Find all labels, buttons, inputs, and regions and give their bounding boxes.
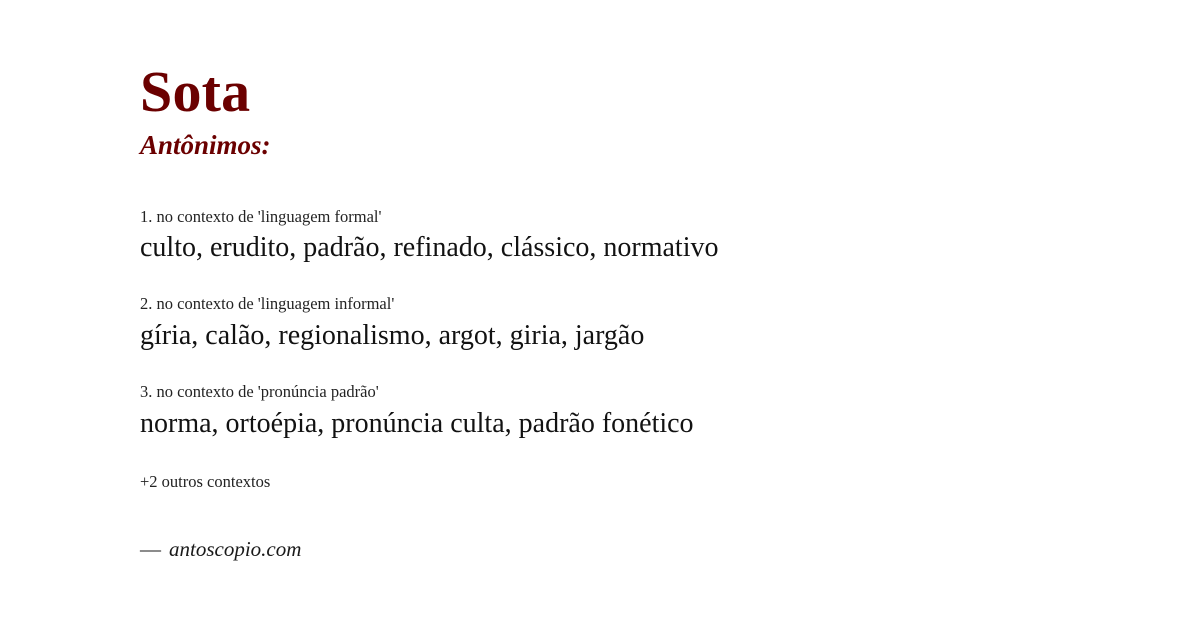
sense-item — [140, 382, 1060, 441]
source-attribution — [140, 537, 1060, 562]
more-contexts-note: +2 outros contextos — [140, 471, 271, 491]
page-title: Sota — [140, 59, 251, 124]
entry-subtitle: Antônimos: — [140, 129, 271, 160]
sense-item — [140, 207, 1060, 266]
source-label: antoscopio.com — [169, 536, 302, 561]
sense-terms: culto, erudito, padrão, refinado, clássico, normativo — [140, 232, 719, 264]
sense-item — [140, 294, 1060, 353]
sense-terms: norma, ortoépia, pronúncia culta, padrão fonético — [140, 407, 694, 439]
em-dash-icon: — — [140, 536, 161, 561]
senses-list — [140, 207, 1060, 441]
sense-terms: gíria, calão, regionalismo, argot, giria, jargão — [140, 320, 645, 352]
sense-context: 2. no contexto de 'linguagem informal' — [140, 294, 395, 314]
sense-context: 1. no contexto de 'linguagem formal' — [140, 206, 382, 226]
sense-context: 3. no contexto de 'pronúncia padrão' — [140, 382, 379, 402]
